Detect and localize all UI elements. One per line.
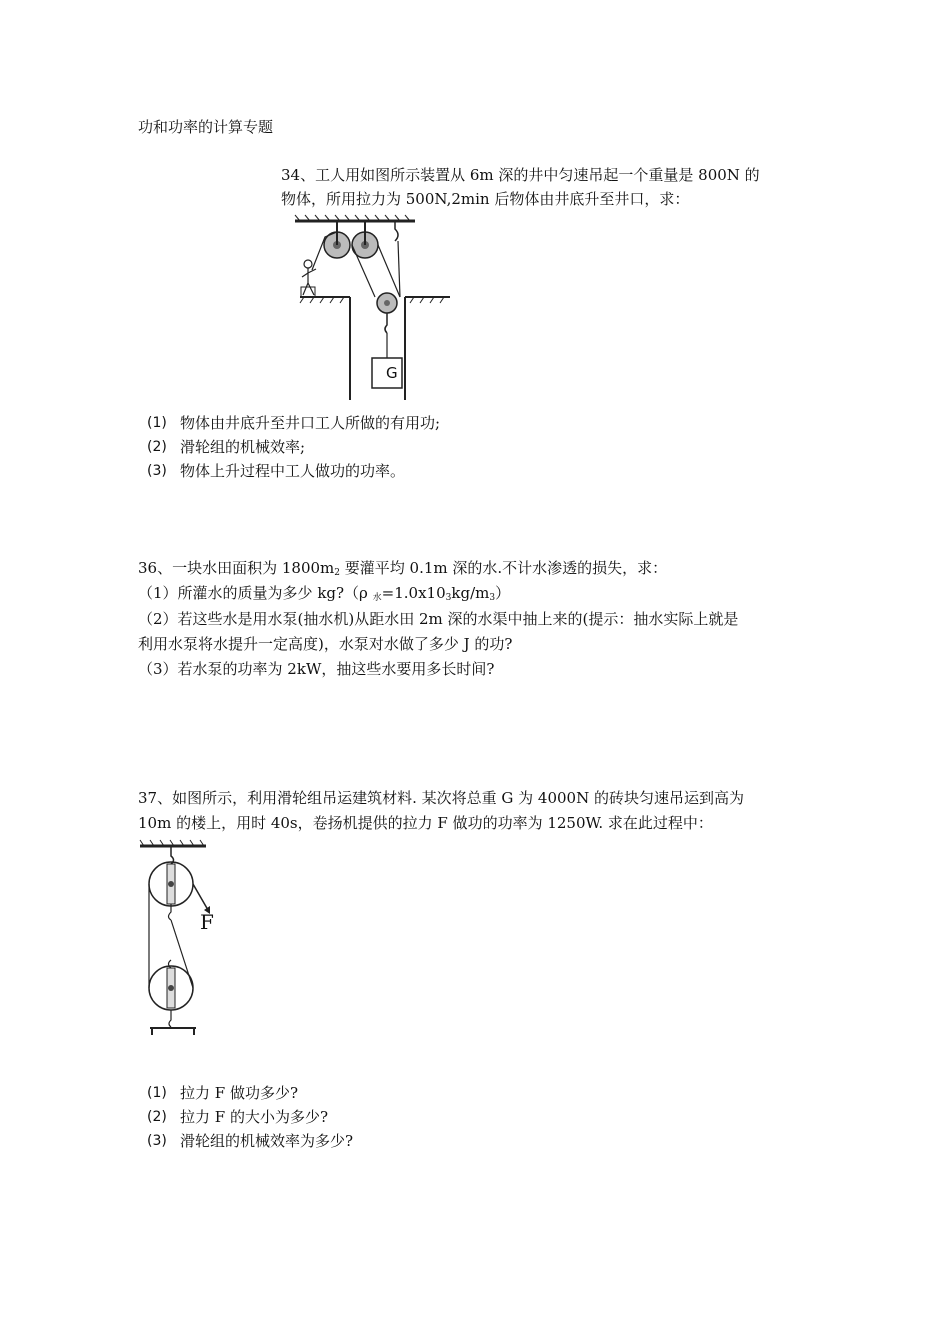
q37-item-2-num: (2) — [147, 1109, 167, 1125]
q37-item-2-text: 拉力 F 的大小为多少? — [180, 1108, 328, 1126]
q34-item-2-num: (2) — [147, 439, 167, 455]
q37-text-line1: 37、如图所示，利用滑轮组吊运建筑材料. 某次将总重 G 为 4000N 的砖块匀速吊运到高为 — [138, 789, 744, 807]
q34-item-1-num: (1) — [147, 415, 167, 431]
q34-item-3-text: 物体上升过程中工人做功的功率。 — [180, 462, 406, 480]
q36-item-1: （1）所灌水的质量为多少 kg?（ρ $_水=1.0x10_3kg/m_3$） — [138, 584, 511, 603]
q34-well-pulley-figure — [290, 215, 460, 405]
q37-item-1-text: 拉力 F 做功多少? — [180, 1084, 298, 1102]
q37-item-3-num: (3) — [147, 1133, 167, 1149]
q34-text-line2: 物体，所用拉力为 500N,2min 后物体由井底升至井口，求： — [281, 190, 690, 208]
q37-figure-force-label: F — [200, 910, 214, 934]
q36-item-2-line1: （2）若这些水是用水泵(抽水机)从距水田 2m 深的水渠中抽上来的(提示：抽水实际上就是 — [138, 610, 739, 628]
q36-text-line1: 36、一块水田面积为 $1800m_2$ 要灌平均 0.1m 深的水.不计水渗透的损失，求： — [138, 559, 668, 578]
q34-item-3-num: (3) — [147, 463, 167, 479]
q34-text-line1: 34、工人用如图所示装置从 6m 深的井中匀速吊起一个重量是 800N 的 — [281, 166, 760, 184]
q37-pulley-system-figure — [138, 838, 223, 1038]
q36-item-2-line2: 利用水泵将水提升一定高度)，水泵对水做了多少 J 的功? — [138, 635, 513, 653]
q37-item-1-num: (1) — [147, 1085, 167, 1101]
q34-item-1-text: 物体由井底升至井口工人所做的有用功; — [180, 414, 441, 432]
q37-item-3-text: 滑轮组的机械效率为多少? — [180, 1132, 354, 1150]
page-title: 功和功率的计算专题 — [138, 118, 274, 136]
q34-figure-weight-label: G — [386, 364, 398, 382]
q36-item-3: （3）若水泵的功率为 2kW，抽这些水要用多长时间? — [138, 660, 495, 678]
q37-text-line2: 10m 的楼上，用时 40s，卷扬机提供的拉力 F 做功的功率为 1250W. 求在此过程中： — [138, 814, 713, 832]
q34-item-2-text: 滑轮组的机械效率; — [180, 438, 306, 456]
